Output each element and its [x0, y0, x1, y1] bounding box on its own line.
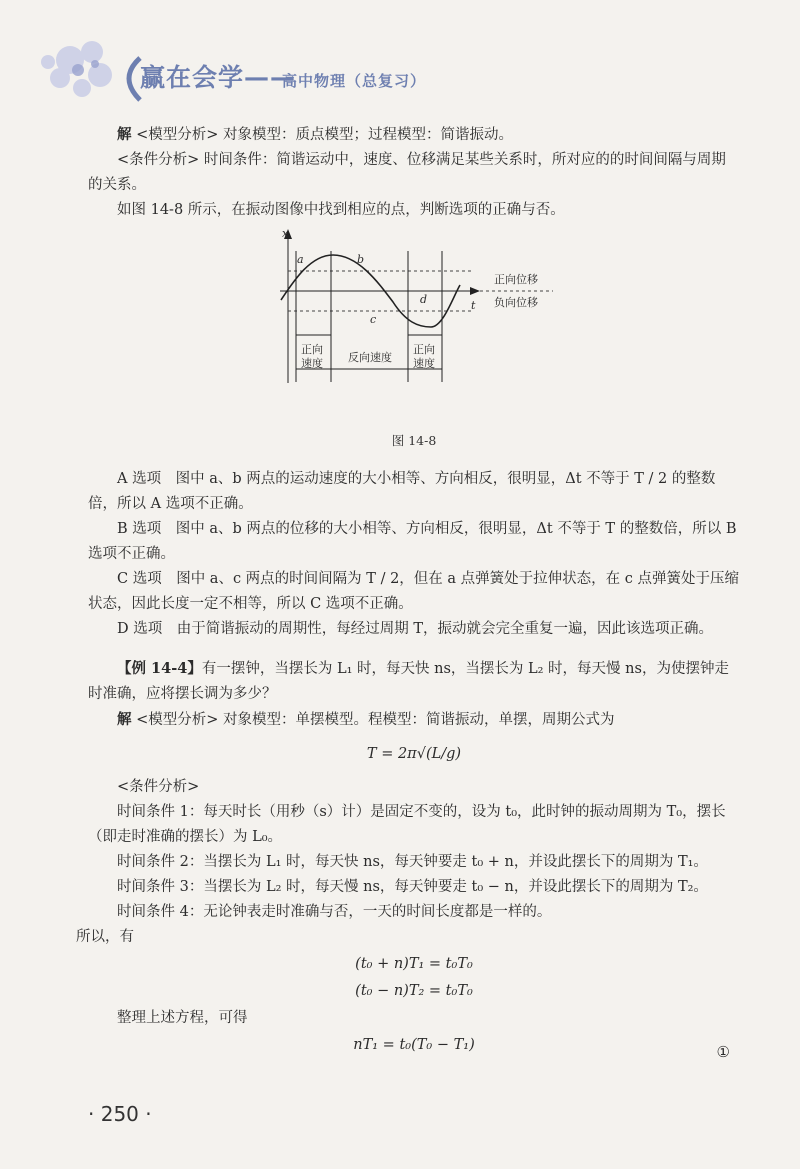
example-model-line	[88, 707, 740, 733]
equation-2: (t₀ − n)T₂ = t₀T₀	[355, 983, 473, 999]
header-subtitle: 高中物理（总复习）	[282, 72, 427, 90]
equation-3: nT₁ = t₀(T₀ − T₁)	[353, 1037, 475, 1053]
positive-speed-label-4: 速度	[413, 357, 435, 370]
vibration-graph	[88, 227, 740, 422]
example-model-text: <模型分析> 对象模型：单摆模型。程模型：简谐振动，单摆，周期公式为	[136, 712, 615, 728]
axis-x-label: t	[471, 299, 476, 312]
condition-analysis-text: <条件分析> 时间条件：简谐运动中，速度、位移满足某些关系时，所对应的的时间间隔与周期的关系。	[88, 152, 726, 193]
equation-1: (t₀ + n)T₁ = t₀T₀	[355, 956, 473, 972]
positive-speed-label-3: 正向	[413, 343, 435, 356]
solution-model-line	[88, 122, 740, 148]
option-c-text: C 选项 图中 a、c 两点的时间间隔为 T / 2，但在 a 点弹簧处于拉伸状态，在 c 点弹簧处于压缩状态，因此长度一定不相等，所以 C 选项不正确。	[88, 571, 739, 612]
condition-3: 时间条件 3：当摆长为 L₂ 时，每天慢 ns，每天钟要走 t₀ − n，并设此摆长下的周期为 T₂。	[117, 879, 708, 895]
point-c-label: c	[370, 313, 377, 326]
negative-displacement-label: 负向位移	[494, 296, 538, 309]
point-d-label: d	[420, 293, 428, 306]
point-a-label: a	[297, 253, 304, 266]
page-number: · 250 ·	[88, 1102, 152, 1126]
solution-label: 解	[117, 126, 132, 143]
positive-speed-label-2: 速度	[301, 357, 323, 370]
condition-2: 时间条件 2：当摆长为 L₁ 时，每天快 ns，每天钟要走 t₀ + n，并设此摆长下的周期为 T₁。	[117, 854, 708, 870]
header-decoration	[0, 0, 800, 120]
option-a-text: A 选项 图中 a、b 两点的运动速度的大小相等、方向相反，很明显，Δt 不等于 T / 2 的整数倍，所以 A 选项不正确。	[88, 471, 716, 512]
vibration-figure	[88, 227, 740, 422]
condition-4: 时间条件 4：无论钟表走时准确与否，一天的时间长度都是一样的。	[117, 904, 552, 920]
option-b-text: B 选项 图中 a、b 两点的位移的大小相等、方向相反，很明显，Δt 不等于 T 的整数倍，所以 B 选项不正确。	[88, 521, 737, 562]
figure-reference-text: 如图 14-8 所示，在振动图像中找到相应的点，判断选项的正确与否。	[117, 202, 565, 218]
condition-1: 时间条件 1：每天时长（用秒（s）计）是固定不变的，设为 t₀，此时钟的振动周期为 T₀，摆长（即走时准确的摆长）为 L₀。	[88, 804, 726, 845]
header-title: 赢在会学——	[140, 63, 297, 92]
period-formula: T = 2π√(L/g)	[366, 746, 462, 762]
equation-number: ①	[716, 1043, 730, 1061]
main-content	[76, 122, 740, 1060]
example-question	[88, 656, 740, 707]
model-analysis-text: <模型分析> 对象模型：质点模型；过程模型：简谐振动。	[136, 127, 514, 143]
therefore-text: 所以，有	[76, 929, 134, 945]
page-header	[0, 0, 800, 120]
negative-speed-label: 反向速度	[348, 351, 392, 364]
example-solution-label: 解	[117, 711, 132, 728]
example-label: 【例 14-4】	[117, 660, 202, 677]
point-b-label: b	[357, 253, 365, 266]
positive-displacement-label: 正向位移	[494, 273, 538, 286]
option-d-text: D 选项 由于简谐振动的周期性，每经过周期 T，振动就会完全重复一遍，因此该选项正确。	[117, 621, 714, 637]
positive-speed-label-1: 正向	[301, 343, 323, 356]
tidy-text: 整理上述方程，可得	[117, 1010, 248, 1026]
figure-caption: 图 14-8	[391, 433, 437, 448]
example-question-text: 有一摆钟，当摆长为 L₁ 时，每天快 ns，当摆长为 L₂ 时，每天慢 ns，为使摆钟走时准确，应将摆长调为多少？	[88, 661, 729, 702]
axis-y-label: x	[282, 227, 289, 240]
condition-heading: <条件分析>	[117, 779, 200, 795]
